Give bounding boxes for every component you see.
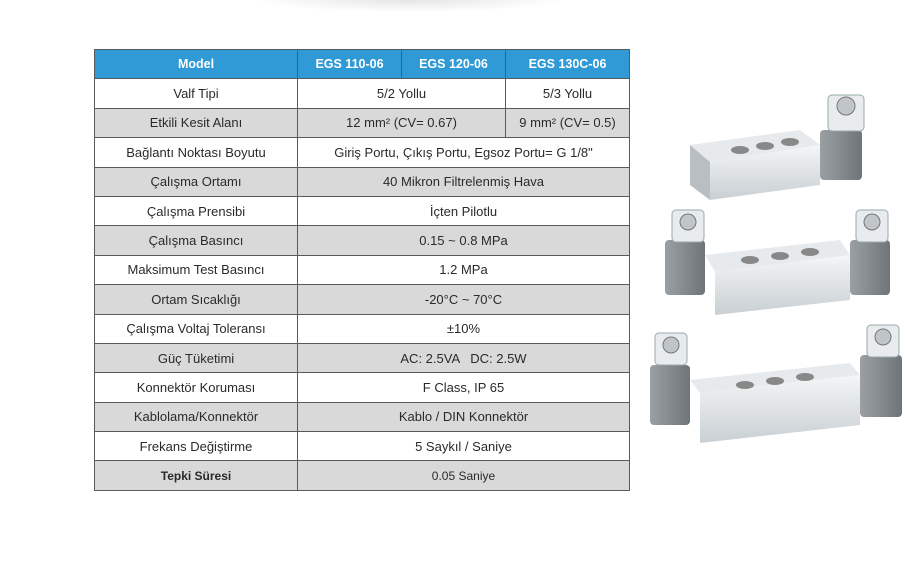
row-value: 1.2 MPa <box>298 255 630 284</box>
row-label: Konnektör Koruması <box>95 373 298 402</box>
row-label: Tepki Süresi <box>95 461 298 490</box>
solenoid-valve-single-image <box>690 95 864 200</box>
table-row <box>95 167 630 196</box>
row-label: Kablolama/Konnektör <box>95 402 298 431</box>
solenoid-valve-center-image <box>650 325 902 443</box>
table-row <box>95 373 630 402</box>
header-model-110: EGS 110-06 <box>298 50 402 79</box>
row-value: 12 mm² (CV= 0.67) <box>298 108 506 137</box>
table-row <box>95 285 630 314</box>
row-value: -20°C ~ 70°C <box>298 285 630 314</box>
table-row <box>95 461 630 490</box>
top-shadow <box>250 0 570 12</box>
row-label: Çalışma Voltaj Toleransı <box>95 314 298 343</box>
header-model-130c: EGS 130C-06 <box>506 50 630 79</box>
row-label: Güç Tüketimi <box>95 343 298 372</box>
table-row <box>95 343 630 372</box>
row-value: AC: 2.5VA DC: 2.5W <box>298 343 630 372</box>
row-value: Kablo / DIN Konnektör <box>298 402 630 431</box>
row-value: F Class, IP 65 <box>298 373 630 402</box>
table-row <box>95 108 630 137</box>
table-row <box>95 138 630 167</box>
solenoid-valve-double-image <box>665 210 890 315</box>
table-row <box>95 255 630 284</box>
row-label: Etkili Kesit Alanı <box>95 108 298 137</box>
header-row <box>95 50 630 79</box>
row-value: 9 mm² (CV= 0.5) <box>506 108 630 137</box>
row-label: Valf Tipi <box>95 79 298 108</box>
product-images <box>640 80 905 460</box>
specification-table <box>94 49 630 491</box>
table-row <box>95 196 630 225</box>
row-value: 40 Mikron Filtrelenmiş Hava <box>298 167 630 196</box>
table-row <box>95 79 630 108</box>
row-value: 5 Saykıl / Saniye <box>298 432 630 461</box>
row-value: 5/2 Yollu <box>298 79 506 108</box>
row-label: Bağlantı Noktası Boyutu <box>95 138 298 167</box>
row-label: Çalışma Basıncı <box>95 226 298 255</box>
row-label: Çalışma Ortamı <box>95 167 298 196</box>
row-value: Giriş Portu, Çıkış Portu, Egsoz Portu= G 1/8" <box>298 138 630 167</box>
row-label: Maksimum Test Basıncı <box>95 255 298 284</box>
table-row <box>95 314 630 343</box>
table-row <box>95 432 630 461</box>
table-row <box>95 226 630 255</box>
row-value: ±10% <box>298 314 630 343</box>
header-model-120: EGS 120-06 <box>402 50 506 79</box>
row-value: 5/3 Yollu <box>506 79 630 108</box>
header-model: Model <box>95 50 298 79</box>
table-row <box>95 402 630 431</box>
row-value: 0.15 ~ 0.8 MPa <box>298 226 630 255</box>
row-label: Frekans Değiştirme <box>95 432 298 461</box>
row-value: İçten Pilotlu <box>298 196 630 225</box>
row-label: Ortam Sıcaklığı <box>95 285 298 314</box>
row-label: Çalışma Prensibi <box>95 196 298 225</box>
row-value: 0.05 Saniye <box>298 461 630 490</box>
